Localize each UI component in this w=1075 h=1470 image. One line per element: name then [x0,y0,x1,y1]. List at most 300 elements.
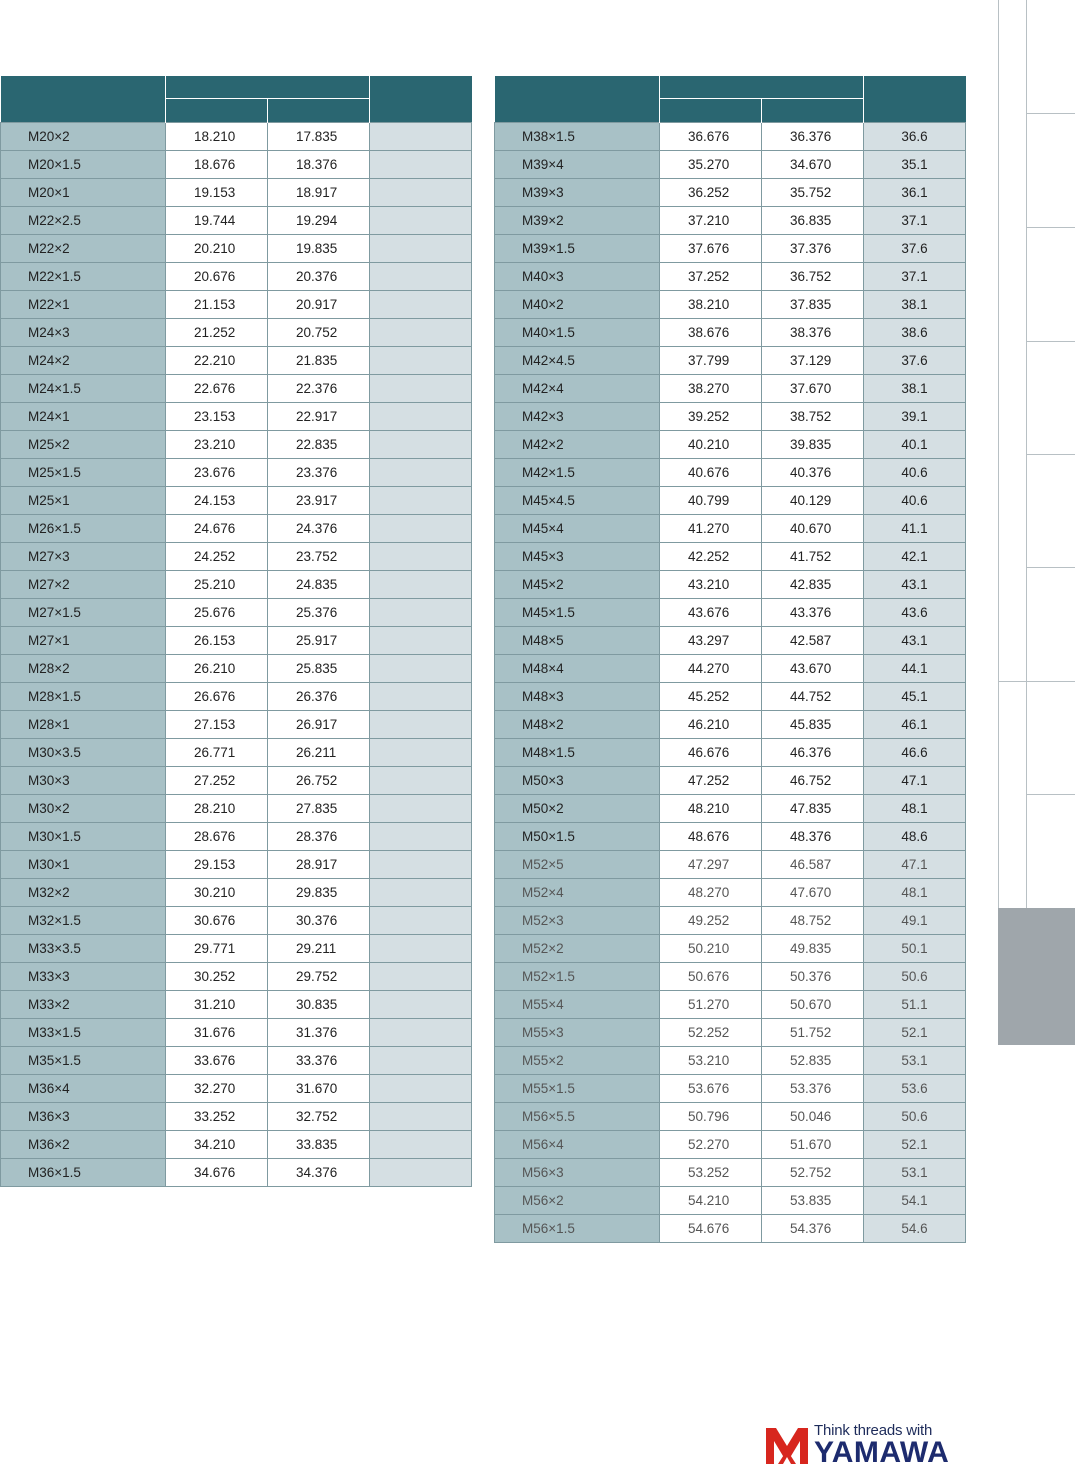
value-cell-2: 31.376 [268,1018,370,1046]
value-cell-1: 20.676 [166,262,268,290]
value-cell-3: 54.1 [864,1186,966,1214]
table-row [495,1046,966,1074]
value-cell-2: 40.129 [762,486,864,514]
thread-size-cell: M22×2 [1,234,166,262]
value-cell-1: 43.210 [660,570,762,598]
value-cell-2: 23.752 [268,542,370,570]
table-row [495,1186,966,1214]
thread-size-cell: M55×4 [495,990,660,1018]
thread-size-cell: M27×1 [1,626,166,654]
table-row [1,206,472,234]
value-cell-3 [370,1102,472,1130]
thread-size-cell: M45×4 [495,514,660,542]
value-cell-1: 47.297 [660,850,762,878]
side-tab-border-outer [998,0,999,908]
value-cell-3: 40.6 [864,486,966,514]
thread-size-cell: M56×3 [495,1158,660,1186]
table-row [1,542,472,570]
side-tab-divider[interactable] [1026,454,1075,455]
value-cell-2: 52.835 [762,1046,864,1074]
thread-size-cell: M32×1.5 [1,906,166,934]
value-cell-3 [370,710,472,738]
value-cell-2: 25.835 [268,654,370,682]
table-row [1,738,472,766]
value-cell-3: 38.6 [864,318,966,346]
value-cell-1: 29.771 [166,934,268,962]
table-row [495,122,966,150]
value-cell-1: 36.252 [660,178,762,206]
thread-size-cell: M38×1.5 [495,122,660,150]
table-header [1,76,472,122]
table-row [1,150,472,178]
side-tab-divider[interactable] [1026,341,1075,342]
value-cell-3 [370,1158,472,1186]
table-row [495,682,966,710]
value-cell-3 [370,1130,472,1158]
value-cell-3: 53.1 [864,1046,966,1074]
thread-size-cell: M28×2 [1,654,166,682]
table-row [1,514,472,542]
value-cell-3 [370,150,472,178]
table-row [495,626,966,654]
value-cell-1: 37.799 [660,346,762,374]
header-sub-cell-2 [268,98,370,122]
thread-size-cell: M30×3.5 [1,738,166,766]
thread-size-cell: M56×4 [495,1130,660,1158]
value-cell-1: 40.210 [660,430,762,458]
table-row [1,682,472,710]
table-row [1,318,472,346]
table-row [1,178,472,206]
value-cell-2: 53.376 [762,1074,864,1102]
value-cell-1: 50.676 [660,962,762,990]
value-cell-2: 28.917 [268,850,370,878]
value-cell-1: 21.252 [166,318,268,346]
table-row [1,822,472,850]
value-cell-2: 48.376 [762,822,864,850]
thread-size-cell: M55×3 [495,1018,660,1046]
value-cell-1: 24.676 [166,514,268,542]
thread-size-cell: M56×1.5 [495,1214,660,1242]
value-cell-1: 19.153 [166,178,268,206]
value-cell-3: 49.1 [864,906,966,934]
value-cell-3 [370,850,472,878]
thread-size-cell: M42×2 [495,430,660,458]
thread-size-cell: M32×2 [1,878,166,906]
thread-size-cell: M27×3 [1,542,166,570]
table-row [495,178,966,206]
value-cell-1: 29.153 [166,850,268,878]
table-row [1,710,472,738]
thread-size-cell: M39×1.5 [495,234,660,262]
value-cell-2: 25.376 [268,598,370,626]
value-cell-3 [370,234,472,262]
value-cell-3: 47.1 [864,766,966,794]
value-cell-3: 52.1 [864,1130,966,1158]
value-cell-1: 31.210 [166,990,268,1018]
thread-size-cell: M39×3 [495,178,660,206]
table-row [1,374,472,402]
thread-size-cell: M30×1.5 [1,822,166,850]
table-row [1,234,472,262]
thread-size-cell: M24×2 [1,346,166,374]
value-cell-1: 53.676 [660,1074,762,1102]
table-row [495,878,966,906]
value-cell-3 [370,374,472,402]
value-cell-1: 23.210 [166,430,268,458]
value-cell-3 [370,430,472,458]
table-row [1,346,472,374]
value-cell-2: 30.835 [268,990,370,1018]
thread-size-cell: M48×3 [495,682,660,710]
value-cell-1: 40.676 [660,458,762,486]
value-cell-3: 37.6 [864,346,966,374]
value-cell-1: 38.210 [660,290,762,318]
header-size-cell [1,76,166,122]
thread-size-cell: M39×4 [495,150,660,178]
value-cell-2: 29.835 [268,878,370,906]
side-tab-divider[interactable] [1026,567,1075,568]
value-cell-3: 37.1 [864,206,966,234]
value-cell-3: 53.1 [864,1158,966,1186]
table-row [495,934,966,962]
table-row [495,766,966,794]
thread-size-cell: M50×2 [495,794,660,822]
table-row [1,962,472,990]
value-cell-3: 44.1 [864,654,966,682]
table-row [495,346,966,374]
thread-size-cell: M48×1.5 [495,738,660,766]
value-cell-2: 33.376 [268,1046,370,1074]
table-row [1,1046,472,1074]
table-row [495,1130,966,1158]
value-cell-1: 31.676 [166,1018,268,1046]
value-cell-2: 23.917 [268,486,370,514]
value-cell-1: 49.252 [660,906,762,934]
table-row [495,262,966,290]
thread-size-cell: M24×1.5 [1,374,166,402]
table-row [1,766,472,794]
value-cell-1: 26.771 [166,738,268,766]
value-cell-1: 54.676 [660,1214,762,1242]
side-index-tabs [998,0,1075,1045]
value-cell-3 [370,290,472,318]
value-cell-2: 37.670 [762,374,864,402]
value-cell-2: 44.752 [762,682,864,710]
value-cell-1: 18.676 [166,150,268,178]
thread-size-cell: M20×1 [1,178,166,206]
value-cell-3: 37.6 [864,234,966,262]
value-cell-2: 35.752 [762,178,864,206]
value-cell-2: 20.376 [268,262,370,290]
value-cell-1: 40.799 [660,486,762,514]
value-cell-1: 34.676 [166,1158,268,1186]
value-cell-2: 51.670 [762,1130,864,1158]
table-row [495,234,966,262]
value-cell-1: 28.210 [166,794,268,822]
value-cell-2: 22.917 [268,402,370,430]
value-cell-1: 26.153 [166,626,268,654]
thread-size-cell: M56×2 [495,1186,660,1214]
thread-size-cell: M48×4 [495,654,660,682]
thread-size-cell: M30×3 [1,766,166,794]
table-row [1,1102,472,1130]
table-row [495,962,966,990]
value-cell-2: 34.670 [762,150,864,178]
value-cell-3: 36.1 [864,178,966,206]
thread-size-table-left [0,76,472,1187]
value-cell-1: 26.210 [166,654,268,682]
value-cell-2: 54.376 [762,1214,864,1242]
value-cell-2: 21.835 [268,346,370,374]
header-sub-cell-1 [166,98,268,122]
thread-size-cell: M45×1.5 [495,598,660,626]
value-cell-1: 25.676 [166,598,268,626]
value-cell-1: 33.252 [166,1102,268,1130]
value-cell-1: 42.252 [660,542,762,570]
thread-size-cell: M42×4 [495,374,660,402]
thread-size-cell: M36×3 [1,1102,166,1130]
value-cell-3: 48.1 [864,878,966,906]
value-cell-2: 26.376 [268,682,370,710]
value-cell-2: 50.046 [762,1102,864,1130]
value-cell-2: 50.376 [762,962,864,990]
value-cell-3: 40.6 [864,458,966,486]
value-cell-1: 21.153 [166,290,268,318]
value-cell-2: 33.835 [268,1130,370,1158]
table-row [495,906,966,934]
value-cell-1: 48.270 [660,878,762,906]
value-cell-3 [370,346,472,374]
value-cell-2: 30.376 [268,906,370,934]
value-cell-3: 48.1 [864,794,966,822]
value-cell-3: 43.1 [864,626,966,654]
yamawa-logo [764,1422,966,1467]
value-cell-2: 41.752 [762,542,864,570]
value-cell-3 [370,794,472,822]
header-size-cell [495,76,660,122]
table-row [495,1074,966,1102]
value-cell-2: 46.376 [762,738,864,766]
value-cell-3: 40.1 [864,430,966,458]
value-cell-2: 26.752 [268,766,370,794]
thread-size-cell: M25×2 [1,430,166,458]
value-cell-3 [370,878,472,906]
value-cell-2: 46.587 [762,850,864,878]
yamawa-mark-icon [764,1424,810,1466]
table-row [1,1158,472,1186]
value-cell-1: 30.676 [166,906,268,934]
thread-size-cell: M20×2 [1,122,166,150]
value-cell-2: 38.752 [762,402,864,430]
value-cell-2: 40.376 [762,458,864,486]
table-body [495,122,966,1242]
thread-size-table-right [494,76,966,1243]
value-cell-3: 50.6 [864,1102,966,1130]
table-row [495,570,966,598]
value-cell-2: 22.835 [268,430,370,458]
value-cell-1: 23.676 [166,458,268,486]
value-cell-3 [370,1046,472,1074]
table-row [495,654,966,682]
thread-size-cell: M30×1 [1,850,166,878]
value-cell-1: 39.252 [660,402,762,430]
table-row [1,486,472,514]
header-group-cell [166,76,370,98]
thread-size-cell: M30×2 [1,794,166,822]
thread-size-cell: M52×1.5 [495,962,660,990]
table-body [1,122,472,1186]
value-cell-2: 37.129 [762,346,864,374]
value-cell-3: 35.1 [864,150,966,178]
value-cell-1: 43.297 [660,626,762,654]
value-cell-2: 27.835 [268,794,370,822]
table-row [1,1130,472,1158]
thread-size-cell: M33×1.5 [1,1018,166,1046]
thread-size-cell: M52×2 [495,934,660,962]
value-cell-3 [370,990,472,1018]
value-cell-2: 18.917 [268,178,370,206]
value-cell-2: 36.752 [762,262,864,290]
thread-size-cell: M39×2 [495,206,660,234]
value-cell-3 [370,822,472,850]
value-cell-3 [370,1018,472,1046]
thread-size-cell: M56×5.5 [495,1102,660,1130]
value-cell-2: 23.376 [268,458,370,486]
table-row [495,290,966,318]
value-cell-3 [370,654,472,682]
table-row [495,514,966,542]
table-row [495,458,966,486]
table-row [495,402,966,430]
thread-size-cell: M36×1.5 [1,1158,166,1186]
value-cell-1: 50.210 [660,934,762,962]
value-cell-2: 43.376 [762,598,864,626]
table-row [1,794,472,822]
value-cell-3: 54.6 [864,1214,966,1242]
value-cell-3 [370,122,472,150]
value-cell-1: 52.252 [660,1018,762,1046]
value-cell-1: 27.252 [166,766,268,794]
side-tab-divider[interactable] [1026,113,1075,114]
thread-size-cell: M42×4.5 [495,346,660,374]
value-cell-3 [370,906,472,934]
value-cell-2: 47.670 [762,878,864,906]
thread-size-cell: M33×2 [1,990,166,1018]
table-row [495,794,966,822]
logo-tagline: Think threads with [814,1422,933,1439]
thread-size-cell: M45×3 [495,542,660,570]
value-cell-3 [370,486,472,514]
table-row [1,990,472,1018]
value-cell-1: 23.153 [166,402,268,430]
value-cell-3 [370,402,472,430]
thread-size-cell: M26×1.5 [1,514,166,542]
value-cell-1: 41.270 [660,514,762,542]
value-cell-3 [370,514,472,542]
value-cell-1: 34.210 [166,1130,268,1158]
value-cell-1: 24.252 [166,542,268,570]
table-row [1,1074,472,1102]
value-cell-3: 36.6 [864,122,966,150]
side-tab-divider[interactable] [1026,794,1075,795]
value-cell-3 [370,626,472,654]
value-cell-2: 53.835 [762,1186,864,1214]
thread-size-cell: M25×1.5 [1,458,166,486]
thread-size-cell: M45×2 [495,570,660,598]
value-cell-3 [370,178,472,206]
value-cell-2: 20.752 [268,318,370,346]
thread-size-cell: M36×2 [1,1130,166,1158]
table-row [1,598,472,626]
value-cell-2: 47.835 [762,794,864,822]
thread-size-cell: M36×4 [1,1074,166,1102]
table-row [495,206,966,234]
value-cell-1: 43.676 [660,598,762,626]
thread-size-cell: M28×1 [1,710,166,738]
value-cell-1: 47.252 [660,766,762,794]
thread-size-cell: M40×1.5 [495,318,660,346]
value-cell-3: 48.6 [864,822,966,850]
table-row [1,934,472,962]
thread-size-cell: M52×4 [495,878,660,906]
table-row [1,626,472,654]
value-cell-3: 37.1 [864,262,966,290]
thread-size-cell: M50×1.5 [495,822,660,850]
thread-size-cell: M50×3 [495,766,660,794]
value-cell-3: 46.1 [864,710,966,738]
table-row [1,878,472,906]
side-tab-divider[interactable] [998,681,1075,682]
thread-size-cell: M45×4.5 [495,486,660,514]
value-cell-2: 45.835 [762,710,864,738]
value-cell-2: 32.752 [268,1102,370,1130]
value-cell-2: 19.294 [268,206,370,234]
value-cell-1: 53.210 [660,1046,762,1074]
value-cell-2: 36.835 [762,206,864,234]
value-cell-1: 22.210 [166,346,268,374]
value-cell-3: 50.1 [864,934,966,962]
value-cell-3: 50.6 [864,962,966,990]
value-cell-1: 32.270 [166,1074,268,1102]
value-cell-3 [370,570,472,598]
value-cell-1: 25.210 [166,570,268,598]
table-row [495,850,966,878]
thread-size-cell: M55×2 [495,1046,660,1074]
value-cell-1: 28.676 [166,822,268,850]
value-cell-3: 51.1 [864,990,966,1018]
table-row [1,430,472,458]
value-cell-2: 52.752 [762,1158,864,1186]
value-cell-3 [370,962,472,990]
value-cell-3: 53.6 [864,1074,966,1102]
value-cell-1: 51.270 [660,990,762,1018]
table-row [495,738,966,766]
value-cell-2: 29.211 [268,934,370,962]
thread-size-cell: M40×3 [495,262,660,290]
value-cell-2: 24.835 [268,570,370,598]
table-row [1,654,472,682]
value-cell-3: 45.1 [864,682,966,710]
side-tab-active[interactable] [998,908,1075,1045]
side-tab-divider[interactable] [1026,227,1075,228]
thread-size-cell: M22×1.5 [1,262,166,290]
table-row [495,1158,966,1186]
thread-size-cell: M24×3 [1,318,166,346]
value-cell-3: 47.1 [864,850,966,878]
value-cell-1: 44.270 [660,654,762,682]
table-row [1,1018,472,1046]
